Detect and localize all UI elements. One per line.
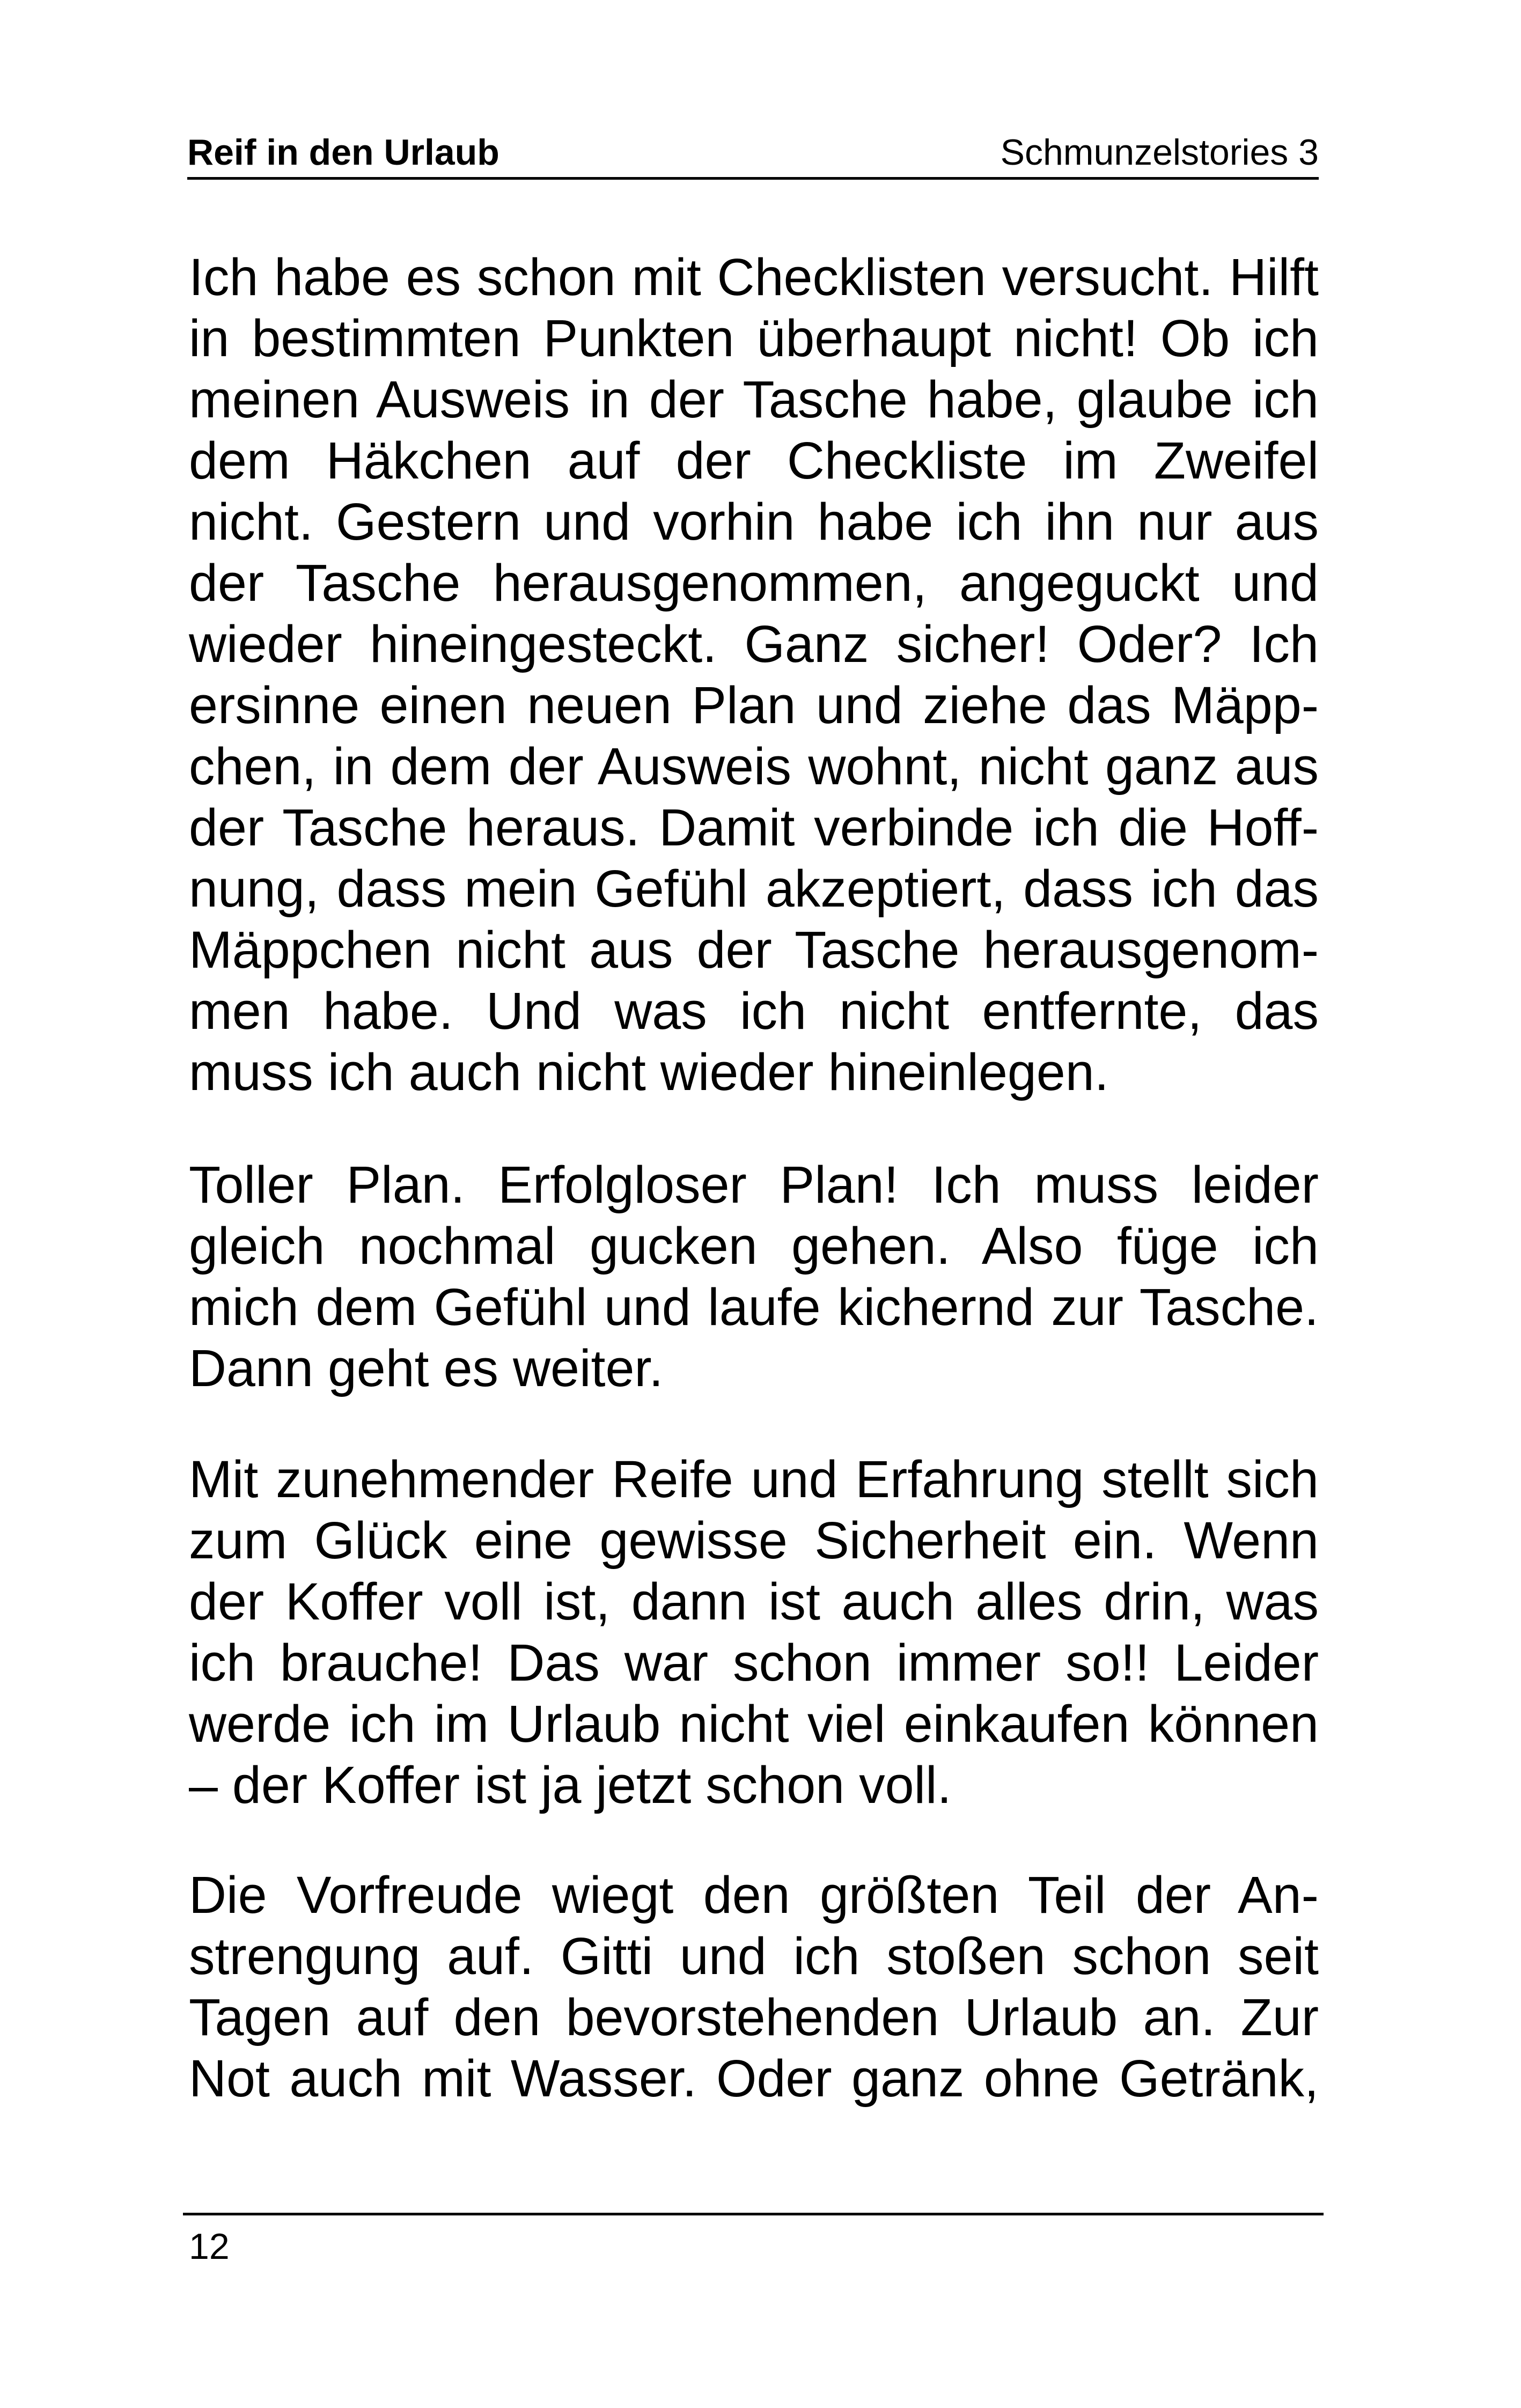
- text-line: zum Glück eine gewisse Sicherheit ein. Wenn: [189, 1511, 1319, 1570]
- text-line: nicht. Gestern und vorhin habe ich ihn nur aus: [189, 492, 1319, 551]
- text-line: Tagen auf den bevorstehenden Urlaub an. Zur: [189, 1988, 1319, 2046]
- text-line: Dann geht es weiter.: [189, 1339, 664, 1397]
- text-line: Toller Plan. Erfolgloser Plan! Ich muss leider: [189, 1155, 1319, 1214]
- running-header: [187, 128, 1319, 180]
- text-line: Mit zunehmender Reife und Erfahrung stellt sich: [189, 1450, 1319, 1508]
- text-line: muss ich auch nicht wieder hineinlegen.: [189, 1043, 1109, 1101]
- text-line: Die Vorfreude wiegt den größten Teil der An-: [189, 1866, 1319, 1924]
- footer-divider: [183, 2213, 1324, 2215]
- paragraph-3: [189, 1449, 1319, 1816]
- text-line: in bestimmten Punkten überhaupt nicht! Ob ich: [189, 309, 1319, 367]
- text-line: – der Koffer ist ja jetzt schon voll.: [189, 1756, 952, 1814]
- text-line: mich dem Gefühl und laufe kichernd zur Tasche.: [189, 1278, 1319, 1336]
- text-line: der Tasche herausgenommen, angeguckt und: [189, 554, 1319, 612]
- text-line: der Koffer voll ist, dann ist auch alles drin, was: [189, 1572, 1319, 1631]
- text-line: der Tasche heraus. Damit verbinde ich die Hoff-: [189, 798, 1319, 857]
- book-series-title: Schmunzelstories 3: [1000, 132, 1319, 173]
- text-line: werde ich im Urlaub nicht viel einkaufen können: [189, 1695, 1319, 1753]
- paragraph-4: [189, 1865, 1319, 2109]
- text-line: nung, dass mein Gefühl akzeptiert, dass ich das: [189, 859, 1319, 918]
- text-line: Ich habe es schon mit Checklisten versucht. Hilft: [189, 248, 1319, 306]
- text-line: ich brauche! Das war schon immer so!! Leider: [189, 1633, 1319, 1692]
- text-line: meinen Ausweis in der Tasche habe, glaube ich: [189, 370, 1319, 429]
- text-line: dem Häkchen auf der Checkliste im Zweifel: [189, 431, 1319, 490]
- paragraph-2: [189, 1154, 1319, 1399]
- chapter-title: Reif in den Urlaub: [187, 132, 499, 173]
- text-line: Mäppchen nicht aus der Tasche herausgenom-: [189, 921, 1319, 979]
- text-line: wieder hineingesteckt. Ganz sicher! Oder? Ich: [189, 615, 1319, 673]
- text-line: strengung auf. Gitti und ich stoßen schon seit: [189, 1927, 1319, 1985]
- page-number: 12: [189, 2226, 230, 2267]
- text-line: Not auch mit Wasser. Oder ganz ohne Getränk,: [189, 2049, 1319, 2108]
- paragraph-1: [189, 247, 1319, 1103]
- text-line: gleich nochmal gucken gehen. Also füge ich: [189, 1217, 1319, 1275]
- text-line: men habe. Und was ich nicht entfernte, das: [189, 982, 1319, 1040]
- text-line: ersinne einen neuen Plan und ziehe das Mäpp-: [189, 676, 1319, 734]
- text-line: chen, in dem der Ausweis wohnt, nicht ganz aus: [189, 737, 1319, 796]
